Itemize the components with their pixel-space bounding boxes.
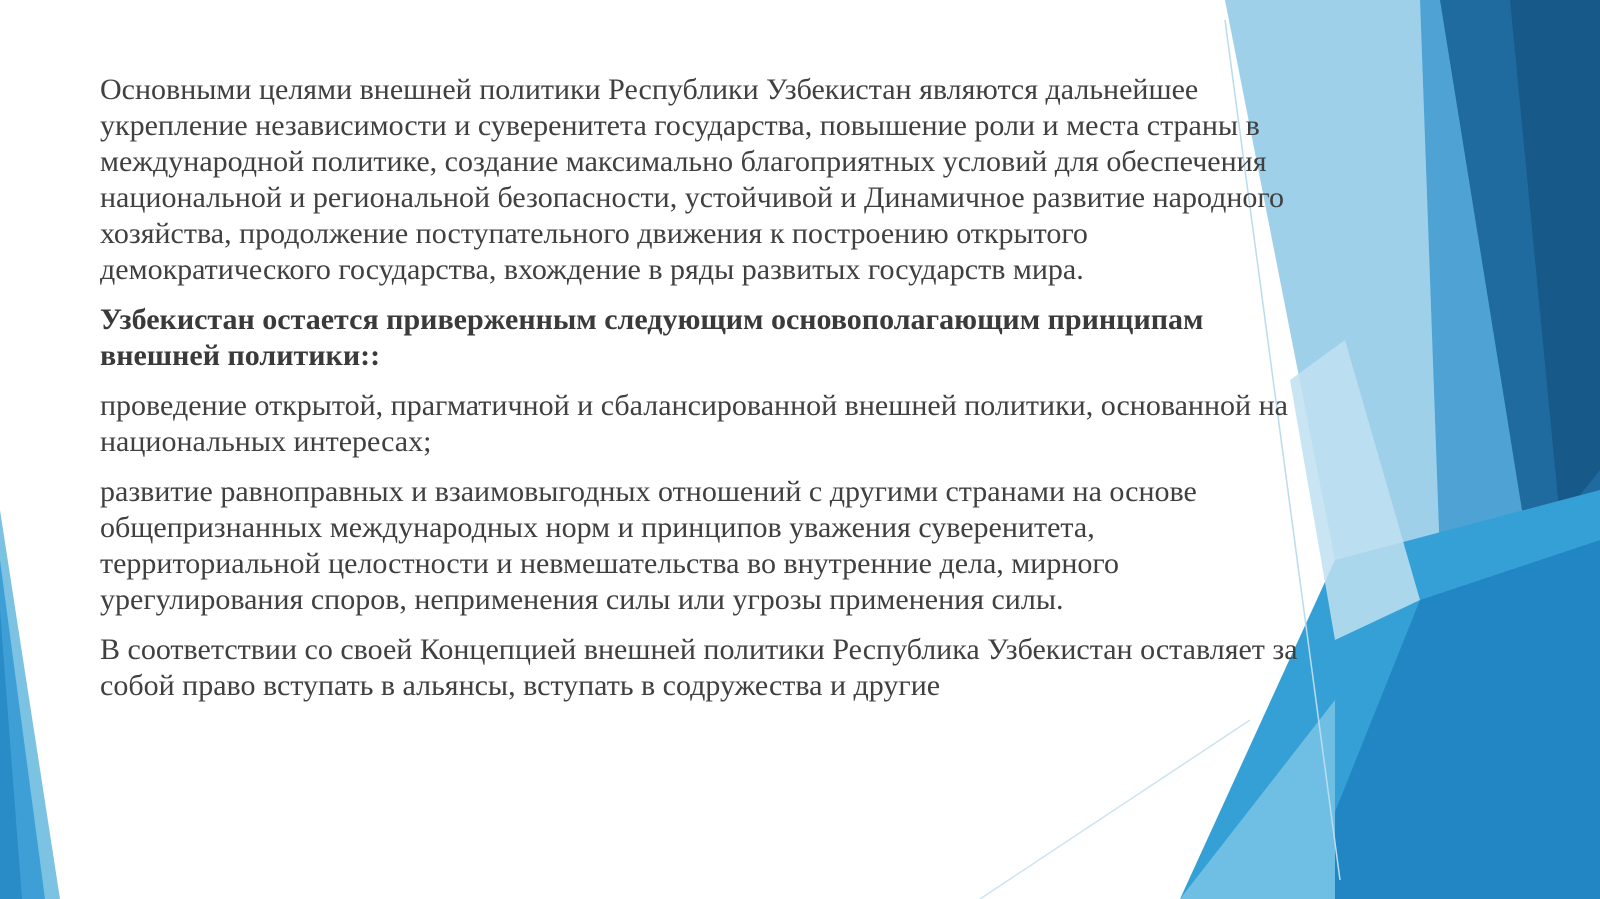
paragraph-concept-alliances: В соответствии со своей Концепцией внешней политики Республика Узбекистан оставляет за собой право вступать в альянсы, вступать в содружества и другие xyxy=(100,633,1298,702)
paragraph-principle-equal-relations: развитие равноправных и взаимовыгодных отношений с другими странами на основе общепризнанных международных норм и принципов уважения суверенитета, территориальной целостности и невмешательства во внутренние дела, мирного урегулирования споров, неприменения силы или угрозы применения силы. xyxy=(100,475,1197,616)
paragraph-principles-heading: Узбекистан остается приверженным следующим основополагающим принципам внешней политики:: xyxy=(100,303,1204,372)
paragraph-principle-open-policy: проведение открытой, прагматичной и сбалансированной внешней политики, основанной на национальных интересах; xyxy=(100,389,1288,458)
paragraph-goals: Основными целями внешней политики Республики Узбекистан являются дальнейшее укрепление независимости и суверенитета государства, повышение роли и места страны в международной политике, создание максимально благоприятных условий для обеспечения национальной и региональной безопасности, устойчивой и Динамичное развитие народного хозяйства, продолжение поступательного движения к построению открытого демократического государства, вхождение в ряды развитых государств мира. xyxy=(100,73,1284,286)
slide-body-text xyxy=(100,72,1300,718)
